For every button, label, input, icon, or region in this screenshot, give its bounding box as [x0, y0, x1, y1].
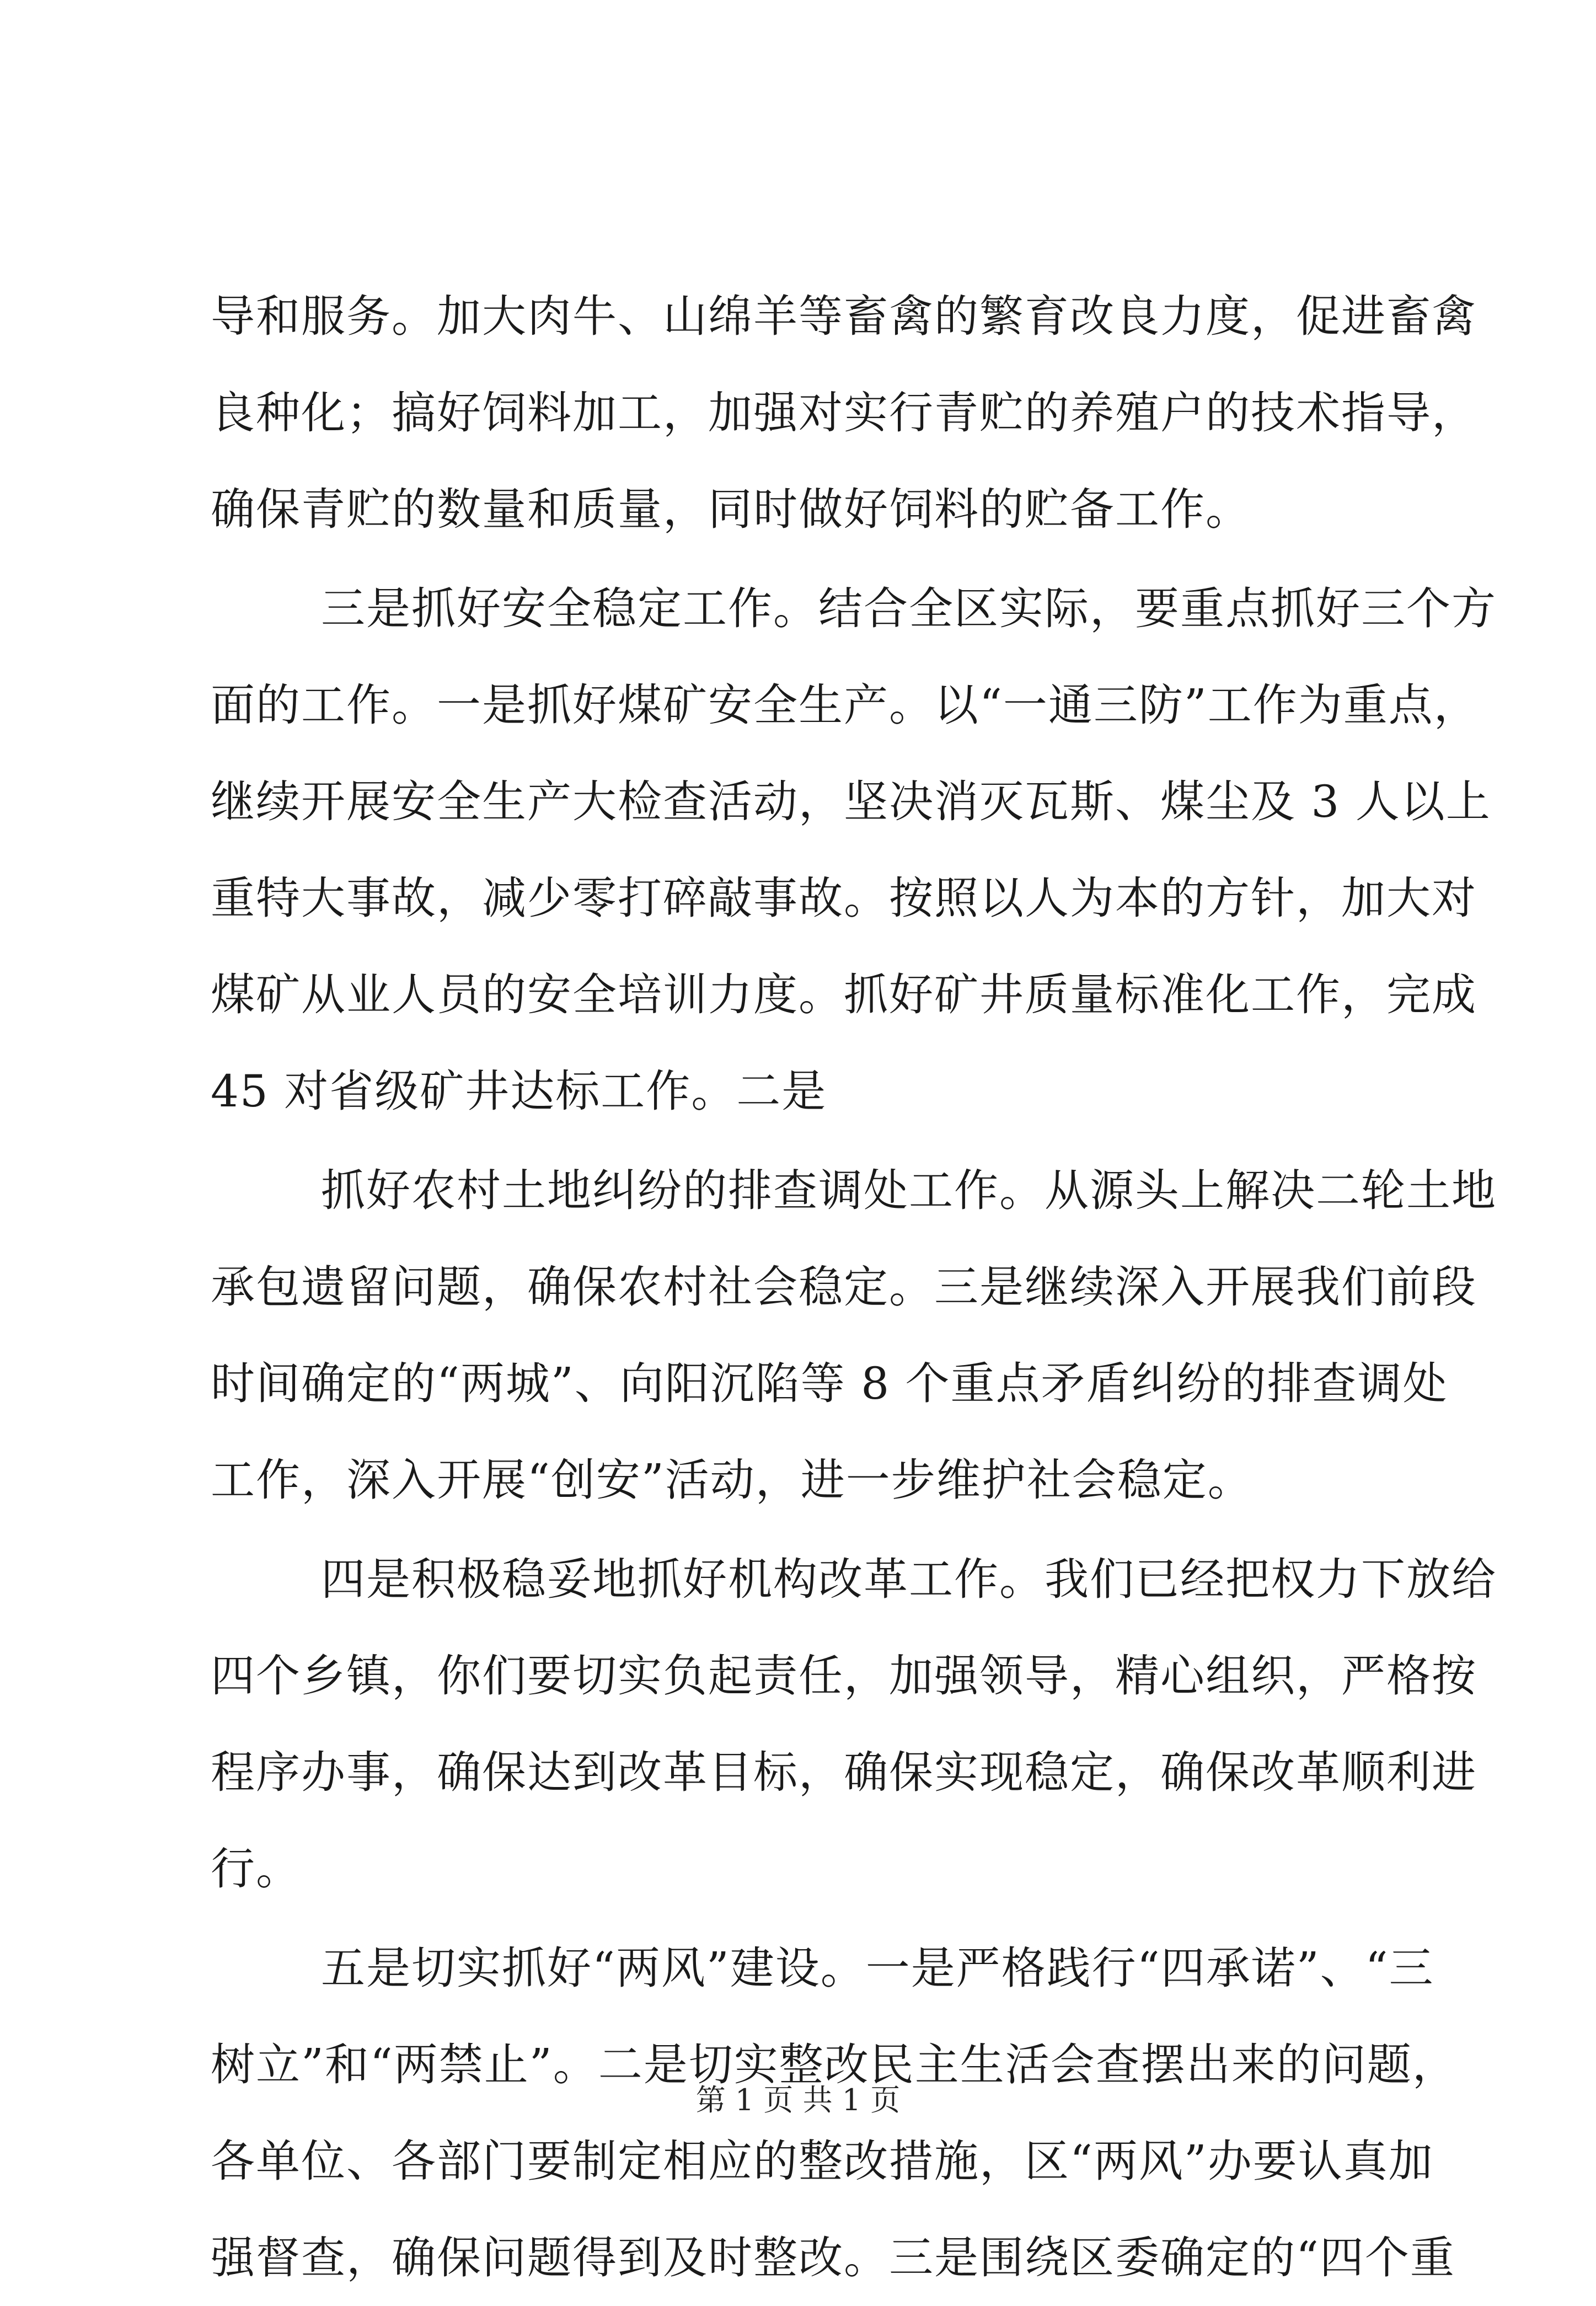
text-line: 45 对省级矿井达标工作。二是	[211, 1066, 827, 1117]
text-line: 重特大事故，减少零打碎敲事故。按照以人为本的方针，加大对	[211, 873, 1477, 924]
text-line: 确保青贮的数量和质量，同时做好饲料的贮备工作。	[211, 484, 1251, 535]
text-line: 工作，深入开展“创安”活动，进一步维护社会稳定。	[211, 1454, 1253, 1506]
text-line: 四个乡镇，你们要切实负起责任，加强领导，精心组织，严格按	[211, 1650, 1477, 1702]
text-line: 各单位、各部门要制定相应的整改措施，区“两风”办要认真加	[211, 2136, 1434, 2187]
text-line: 时间确定的“两城”、向阳沉陷等 8 个重点矛盾纠纷的排查调处	[211, 1358, 1448, 1409]
text-line: 五是切实抓好“两风”建设。一是严格践行“四承诺”、“三	[321, 1943, 1434, 1994]
text-line: 导和服务。加大肉牛、山绵羊等畜禽的繁育改良力度，促进畜禽	[211, 291, 1477, 342]
page-footer: 第 1 页 共 1 页	[695, 2083, 901, 2117]
text-line: 承包遗留问题，确保农村社会稳定。三是继续深入开展我们前段	[211, 1261, 1477, 1313]
text-line: 三是抓好安全稳定工作。结合全区实际，要重点抓好三个方	[321, 583, 1497, 634]
text-line: 抓好农村土地纠纷的排查调处工作。从源头上解决二轮土地	[321, 1165, 1497, 1216]
text-line: 四是积极稳妥地抓好机构改革工作。我们已经把权力下放给	[321, 1554, 1497, 1605]
text-line: 程序办事，确保达到改革目标，确保实现稳定，确保改革顺利进	[211, 1747, 1477, 1798]
text-line: 继续开展安全生产大检查活动，坚决消灭瓦斯、煤尘及 3 人以上	[211, 776, 1491, 827]
text-line: 良种化；搞好饲料加工，加强对实行青贮的养殖户的技术指导，	[211, 387, 1477, 438]
text-line: 煤矿从业人员的安全培训力度。抓好矿井质量标准化工作，完成	[211, 969, 1477, 1020]
text-line: 面的工作。一是抓好煤矿安全生产。以“一通三防”工作为重点，	[211, 680, 1479, 731]
document-body	[211, 268, 1497, 2306]
text-line: 树立”和“两禁止”。二是切实整改民主生活会查摆出来的问题，	[211, 2039, 1458, 2090]
text-line: 强督查，确保问题得到及时整改。三是围绕区委确定的“四个重	[211, 2232, 1455, 2283]
text-line: 行。	[211, 1843, 301, 1895]
